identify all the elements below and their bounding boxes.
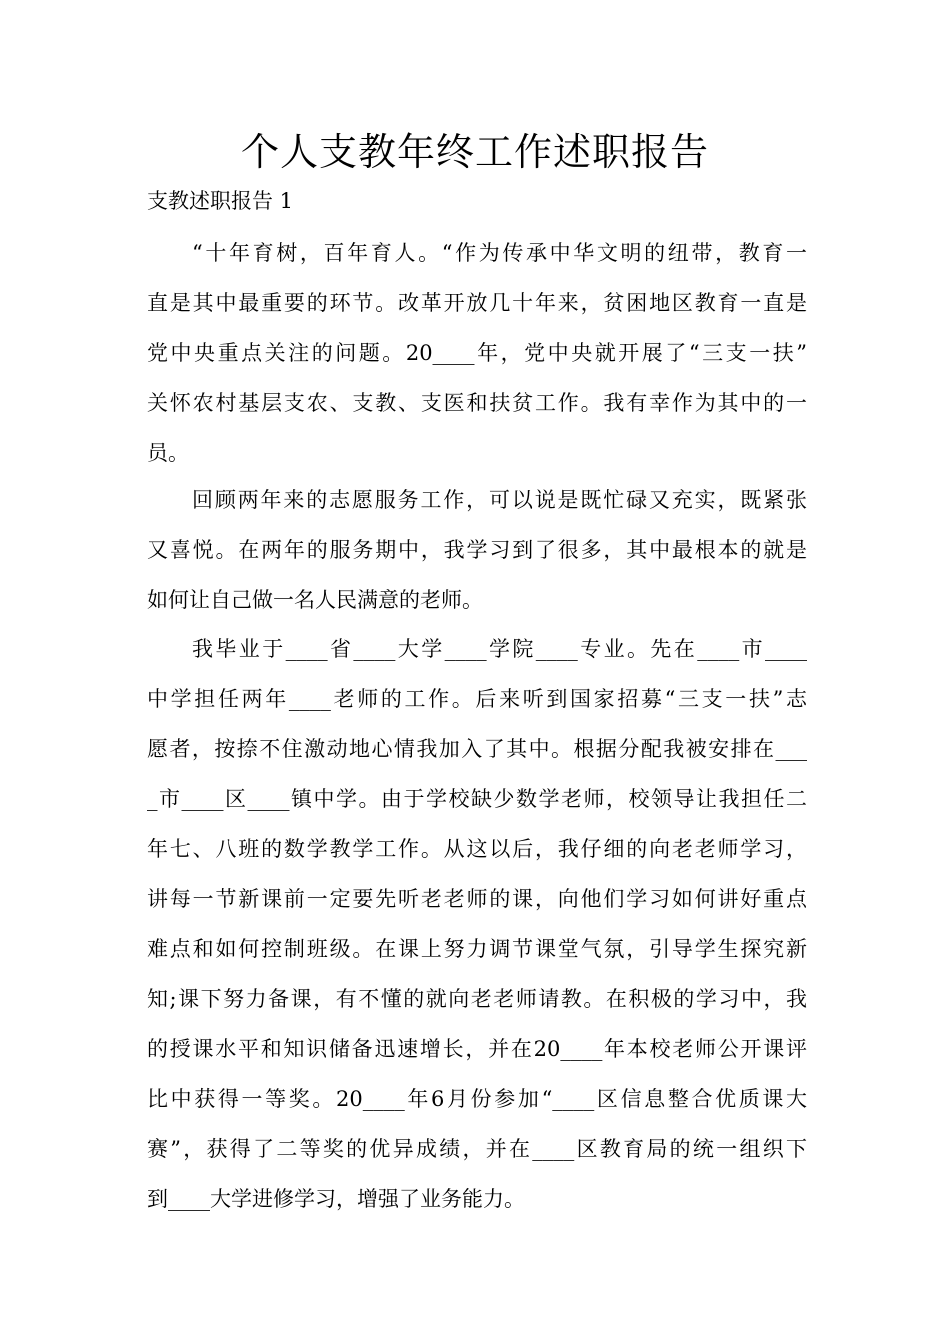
paragraph-line: 愿者，按捺不住激动地心情我加入了其中。根据分配我被安排在___	[147, 737, 807, 761]
paragraph-line: 赛”，获得了二等奖的优异成绩，并在____区教育局的统一组织下	[147, 1137, 807, 1161]
paragraph-line: 的授课水平和知识储备迅速增长，并在20____年本校老师公开课评	[147, 1037, 807, 1061]
paragraph-line: “十年育树，百年育人。“作为传承中华文明的纽带，教育一	[192, 241, 807, 265]
paragraph-line: 比中获得一等奖。20____年6月份参加“____区信息整合优质课大	[147, 1087, 807, 1111]
paragraph-line: 又喜悦。在两年的服务期中，我学习到了很多，其中最根本的就是	[147, 538, 807, 562]
paragraph-line: 年七、八班的数学教学工作。从这以后，我仔细的向老老师学习，	[147, 837, 807, 861]
paragraph-3	[147, 624, 807, 1224]
paragraph-line: 讲每一节新课前一定要先听老老师的课，向他们学习如何讲好重点	[147, 887, 807, 911]
paragraph-line: 直是其中最重要的环节。改革开放几十年来，贫困地区教育一直是	[147, 291, 807, 315]
paragraph-line: 我毕业于____省____大学____学院____专业。先在____市____	[192, 637, 807, 661]
section-heading: 支教述职报告 1	[147, 189, 294, 213]
paragraph-line: 中学担任两年____老师的工作。后来听到国家招募“三支一扶”志	[147, 687, 807, 711]
paragraph-line: 难点和如何控制班级。在课上努力调节课堂气氛，引导学生探究新	[147, 937, 807, 961]
paragraph-line: 关怀农村基层支农、支教、支医和扶贫工作。我有幸作为其中的一	[147, 391, 807, 415]
paragraph-line: 党中央重点关注的问题。20____年，党中央就开展了“三支一扶”	[147, 341, 807, 365]
paragraph-1	[147, 228, 807, 478]
document-title: 个人支教年终工作述职报告	[240, 130, 709, 174]
paragraph-line: 回顾两年来的志愿服务工作，可以说是既忙碌又充实，既紧张	[192, 488, 807, 512]
paragraph-line: 员。	[147, 441, 189, 465]
paragraph-line: _市____区____镇中学。由于学校缺少数学老师，校领导让我担任二	[147, 787, 807, 811]
paragraph-line: 到____大学进修学习，增强了业务能力。	[147, 1187, 525, 1211]
paragraph-line: 知;课下努力备课，有不懂的就向老老师请教。在积极的学习中，我	[147, 987, 807, 1011]
paragraph-line: 如何让自己做一名人民满意的老师。	[147, 588, 483, 612]
paragraph-2	[147, 475, 807, 625]
